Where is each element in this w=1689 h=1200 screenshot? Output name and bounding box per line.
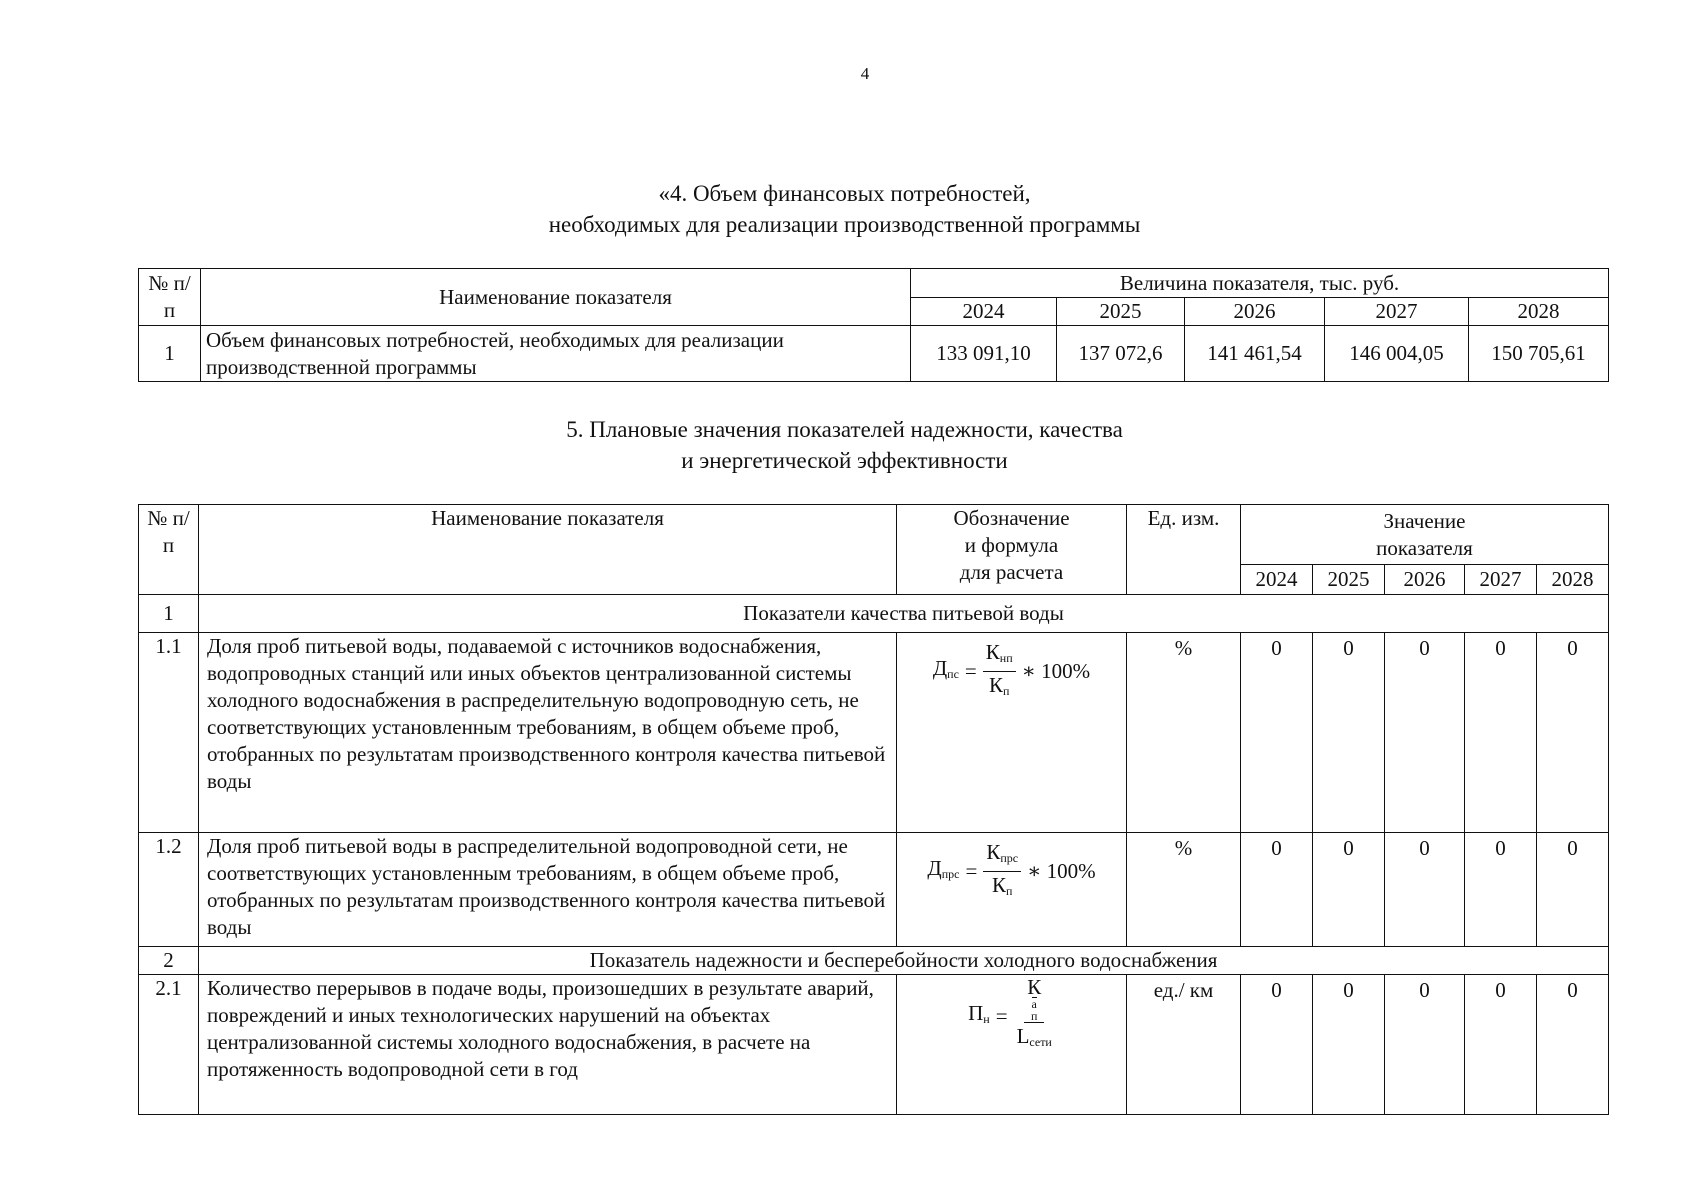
row-value: 141 461,54 <box>1185 326 1325 382</box>
row-value: 0 <box>1313 833 1385 947</box>
table-row <box>139 975 1609 1115</box>
header-value-line-1: Значение <box>1383 508 1466 533</box>
header-year: 2028 <box>1469 298 1609 326</box>
row-value: 150 705,61 <box>1469 326 1609 382</box>
header-indicator-name: Наименование показателя <box>199 505 897 595</box>
row-value: 0 <box>1313 633 1385 833</box>
row-value: 0 <box>1385 833 1465 947</box>
header-formula-line-2: и формула <box>964 533 1059 557</box>
section-4-title-line-2: необходимых для реализации производственной программы <box>548 212 1141 237</box>
section-5-title-line-1: 5. Плановые значения показателей надежности, качества <box>566 417 1123 442</box>
row-value: 0 <box>1465 833 1537 947</box>
group-number: 2 <box>139 947 199 975</box>
group-row <box>139 595 1609 633</box>
header-year: 2024 <box>911 298 1057 326</box>
formula: $Д_{прс}$ = $\frac{К_{прс}}{К_п}$ ∗ 100% <box>927 840 1096 898</box>
row-indicator-name: Доля проб питьевой воды, подаваемой с источников водоснабжения, водопроводных станций или иных объектов централизованной системы холодного водоснабжения в распределительную водопроводную сеть, не соответствующих установленным требованиям, в общем объеме проб, отобранных по результатам производственного контроля качества питьевой воды <box>199 633 897 833</box>
section-4-heading <box>0 178 1689 240</box>
header-formula-line-1: Обозначение <box>953 506 1070 530</box>
row-value: 0 <box>1385 633 1465 833</box>
row-number: 1.1 <box>139 633 199 833</box>
row-number: 1 <box>139 326 201 382</box>
row-formula <box>897 975 1127 1115</box>
row-unit: % <box>1127 833 1241 947</box>
row-indicator-name: Объем финансовых потребностей, необходимых для реализации производственной программы <box>201 326 911 382</box>
row-value: 0 <box>1385 975 1465 1115</box>
section-4-title-line-1: «4. Объем финансовых потребностей, <box>658 181 1031 206</box>
group-number: 1 <box>139 595 199 633</box>
row-value: 0 <box>1537 833 1609 947</box>
reliability-indicators-table <box>138 504 1609 1115</box>
header-year: 2027 <box>1325 298 1469 326</box>
header-year: 2026 <box>1385 565 1465 595</box>
row-indicator-name: Количество перерывов в подаче воды, произошедших в результате аварий, повреждений и иных технологических нарушений на объектах централизованной системы холодного водоснабжения, в расчете на протяженность водопроводной сети в год <box>199 975 897 1115</box>
row-number: 1.2 <box>139 833 199 947</box>
row-unit: ед./ км <box>1127 975 1241 1115</box>
group-title: Показатели качества питьевой воды <box>199 595 1609 633</box>
header-year: 2027 <box>1465 565 1537 595</box>
row-value: 137 072,6 <box>1057 326 1185 382</box>
row-formula <box>897 833 1127 947</box>
group-row <box>139 947 1609 975</box>
table-row <box>139 633 1609 833</box>
page-number: 4 <box>860 64 870 83</box>
header-year: 2026 <box>1185 298 1325 326</box>
section-5-heading <box>0 414 1689 476</box>
header-value-line-2: показателя <box>1376 535 1473 560</box>
group-title: Показатель надежности и бесперебойности холодного водоснабжения <box>199 947 1609 975</box>
table-row <box>139 326 1609 382</box>
row-unit: % <box>1127 633 1241 833</box>
header-number: № п/п <box>139 505 199 595</box>
row-value: 0 <box>1537 633 1609 833</box>
table-row <box>139 833 1609 947</box>
row-value: 0 <box>1241 633 1313 833</box>
row-value: 0 <box>1465 975 1537 1115</box>
row-value: 0 <box>1537 975 1609 1115</box>
row-value: 0 <box>1465 633 1537 833</box>
row-value: 133 091,10 <box>911 326 1057 382</box>
header-formula-line-3: для расчета <box>959 560 1064 584</box>
header-number: № п/п <box>139 269 201 326</box>
row-indicator-name: Доля проб питьевой воды в распределительной водопроводной сети, не соответствующих установленным требованиям, в общем объеме проб, отобранных по результатам производственного контроля качества питьевой воды <box>199 833 897 947</box>
header-indicator-name: Наименование показателя <box>201 269 911 326</box>
formula: $П_н$ = К а п $L_{сети}$ <box>968 975 1052 1049</box>
row-number: 2.1 <box>139 975 199 1115</box>
header-year: 2024 <box>1241 565 1313 595</box>
header-year: 2025 <box>1313 565 1385 595</box>
formula: $Д_{пс}$ = $\frac{К_{нп}}{К_п}$ ∗ 100% <box>932 640 1091 698</box>
header-indicator-value <box>1241 505 1609 565</box>
row-value: 146 004,05 <box>1325 326 1469 382</box>
row-value: 0 <box>1241 975 1313 1115</box>
header-indicator-value: Величина показателя, тыс. руб. <box>911 269 1609 298</box>
row-value: 0 <box>1313 975 1385 1115</box>
header-year: 2025 <box>1057 298 1185 326</box>
header-year: 2028 <box>1537 565 1609 595</box>
row-formula <box>897 633 1127 833</box>
header-formula <box>897 505 1127 595</box>
section-5-title-line-2: и энергетической эффективности <box>681 448 1008 473</box>
financial-needs-table <box>138 268 1609 382</box>
row-value: 0 <box>1241 833 1313 947</box>
header-unit: Ед. изм. <box>1127 505 1241 595</box>
